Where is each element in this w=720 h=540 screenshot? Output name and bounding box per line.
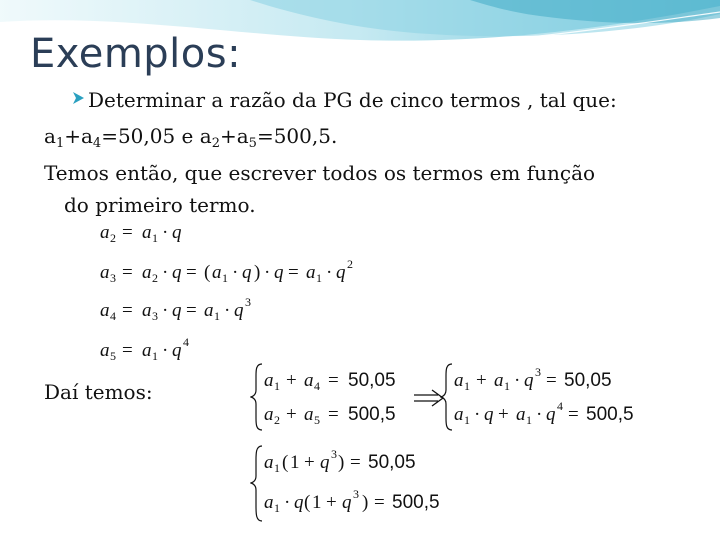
svg-text:·: ·	[326, 262, 333, 283]
svg-text:·: ·	[474, 404, 481, 425]
system-1	[250, 362, 430, 432]
svg-text:2: 2	[274, 413, 280, 427]
explain-line-1: Temos então, que escrever todos os termos em função	[44, 161, 596, 185]
svg-text:1: 1	[464, 413, 470, 427]
svg-text:q: q	[484, 404, 494, 425]
svg-text:4: 4	[183, 335, 189, 349]
svg-text:a: a	[264, 370, 274, 391]
svg-text:a: a	[306, 262, 316, 283]
svg-text:50,05: 50,05	[564, 370, 612, 391]
system-1-line-2	[264, 404, 396, 427]
svg-text:): )	[362, 492, 369, 513]
svg-text:a: a	[264, 404, 274, 425]
svg-text:3: 3	[535, 365, 541, 379]
svg-text:·: ·	[224, 300, 231, 321]
system-2-line-2	[454, 399, 634, 427]
system-3	[250, 444, 480, 524]
svg-text:a: a	[454, 404, 464, 425]
svg-text:=: =	[374, 492, 385, 513]
svg-text:a: a	[100, 300, 110, 321]
svg-text:(: (	[282, 452, 289, 473]
svg-text:2: 2	[152, 271, 158, 285]
svg-text:=: =	[122, 340, 133, 361]
svg-text:a: a	[212, 262, 222, 283]
svg-text:4: 4	[314, 379, 320, 393]
svg-text:a: a	[494, 370, 504, 391]
svg-text:50,05: 50,05	[368, 452, 416, 473]
svg-text:1: 1	[214, 309, 220, 323]
condition-line: $a_1+a_4=50,05$ e $a_2+a_5=500,5$.	[44, 124, 338, 151]
svg-text:1: 1	[222, 271, 228, 285]
svg-text:500,5: 500,5	[392, 492, 440, 513]
svg-text:a: a	[142, 300, 152, 321]
svg-text:=: =	[546, 370, 557, 391]
dai-temos-label: Daí temos:	[44, 380, 153, 404]
svg-text:1: 1	[152, 231, 158, 245]
svg-text:1: 1	[274, 379, 280, 393]
terms-equations	[96, 216, 396, 366]
svg-text:=: =	[122, 222, 133, 243]
system-2-line-1	[454, 365, 612, 393]
svg-text:·: ·	[264, 262, 271, 283]
svg-text:·: ·	[162, 262, 169, 283]
svg-text:a: a	[100, 222, 110, 243]
svg-text:a: a	[264, 492, 274, 513]
svg-text:a: a	[142, 222, 152, 243]
slide-title: Exemplos:	[30, 31, 242, 77]
svg-text:q: q	[234, 300, 244, 321]
svg-text:(: (	[304, 492, 311, 513]
system-1-line-1	[264, 370, 396, 393]
svg-text:q: q	[342, 492, 352, 513]
svg-text:1: 1	[504, 379, 510, 393]
svg-text:50,05: 50,05	[348, 370, 396, 391]
svg-text:·: ·	[514, 370, 521, 391]
svg-text:=: =	[328, 370, 339, 391]
svg-text:a: a	[100, 262, 110, 283]
svg-text:4: 4	[557, 399, 563, 413]
svg-text:+: +	[286, 404, 297, 425]
svg-text:q: q	[294, 492, 304, 513]
svg-text:+: +	[286, 370, 297, 391]
svg-text:1: 1	[464, 379, 470, 393]
svg-text:+: +	[498, 404, 509, 425]
svg-text:=: =	[568, 404, 579, 425]
svg-text:a: a	[304, 404, 314, 425]
system-2	[440, 362, 680, 432]
svg-text:a: a	[142, 262, 152, 283]
svg-text:q: q	[172, 340, 182, 361]
term-equation-a5	[100, 335, 189, 363]
svg-text:): )	[254, 262, 261, 283]
explain-line-2: do primeiro termo.	[64, 193, 256, 217]
arrow-bullet-icon	[72, 91, 86, 105]
svg-text:4: 4	[110, 309, 116, 323]
svg-text:·: ·	[162, 300, 169, 321]
system-3-line-2	[264, 487, 440, 515]
svg-text:1: 1	[274, 461, 280, 475]
svg-text:5: 5	[314, 413, 320, 427]
svg-text:2: 2	[347, 257, 353, 271]
svg-text:3: 3	[245, 295, 251, 309]
svg-text:=: =	[328, 404, 339, 425]
svg-text:a: a	[100, 340, 110, 361]
svg-text:1: 1	[526, 413, 532, 427]
svg-text:1: 1	[274, 501, 280, 515]
svg-text:q: q	[524, 370, 534, 391]
svg-text:2: 2	[110, 231, 116, 245]
svg-text:500,5: 500,5	[348, 404, 396, 425]
bullet-text: Determinar a razão da PG de cinco termos , tal que:	[88, 88, 617, 112]
svg-text:·: ·	[536, 404, 543, 425]
svg-text:=: =	[288, 262, 299, 283]
svg-text:a: a	[142, 340, 152, 361]
svg-text:q: q	[172, 262, 182, 283]
svg-text:a: a	[264, 452, 274, 473]
svg-text:q: q	[336, 262, 346, 283]
svg-text:a: a	[304, 370, 314, 391]
svg-text:q: q	[320, 452, 330, 473]
svg-text:): )	[338, 452, 345, 473]
svg-text:q: q	[172, 222, 182, 243]
svg-text:3: 3	[331, 447, 337, 461]
svg-text:1: 1	[312, 492, 322, 513]
svg-text:=: =	[186, 262, 197, 283]
svg-text:500,5: 500,5	[586, 404, 634, 425]
svg-text:·: ·	[162, 340, 169, 361]
svg-text:1: 1	[316, 271, 322, 285]
svg-text:+: +	[476, 370, 487, 391]
svg-text:5: 5	[110, 349, 116, 363]
svg-text:a: a	[204, 300, 214, 321]
svg-text:=: =	[122, 262, 133, 283]
svg-text:+: +	[304, 452, 315, 473]
term-equation-a2	[100, 222, 182, 245]
svg-text:=: =	[122, 300, 133, 321]
svg-text:q: q	[242, 262, 252, 283]
svg-text:=: =	[186, 300, 197, 321]
svg-text:·: ·	[232, 262, 239, 283]
svg-text:q: q	[546, 404, 556, 425]
term-equation-a3	[100, 257, 353, 285]
system-3-line-1	[264, 447, 416, 475]
svg-text:·: ·	[284, 492, 291, 513]
svg-text:3: 3	[353, 487, 359, 501]
svg-text:3: 3	[110, 271, 116, 285]
svg-text:q: q	[274, 262, 284, 283]
svg-text:q: q	[172, 300, 182, 321]
svg-text:(: (	[204, 262, 211, 283]
svg-text:·: ·	[162, 222, 169, 243]
svg-text:1: 1	[152, 349, 158, 363]
svg-text:+: +	[326, 492, 337, 513]
svg-text:3: 3	[152, 309, 158, 323]
term-equation-a4	[100, 295, 251, 323]
svg-text:a: a	[516, 404, 526, 425]
svg-text:a: a	[454, 370, 464, 391]
svg-text:=: =	[350, 452, 361, 473]
svg-text:1: 1	[290, 452, 300, 473]
